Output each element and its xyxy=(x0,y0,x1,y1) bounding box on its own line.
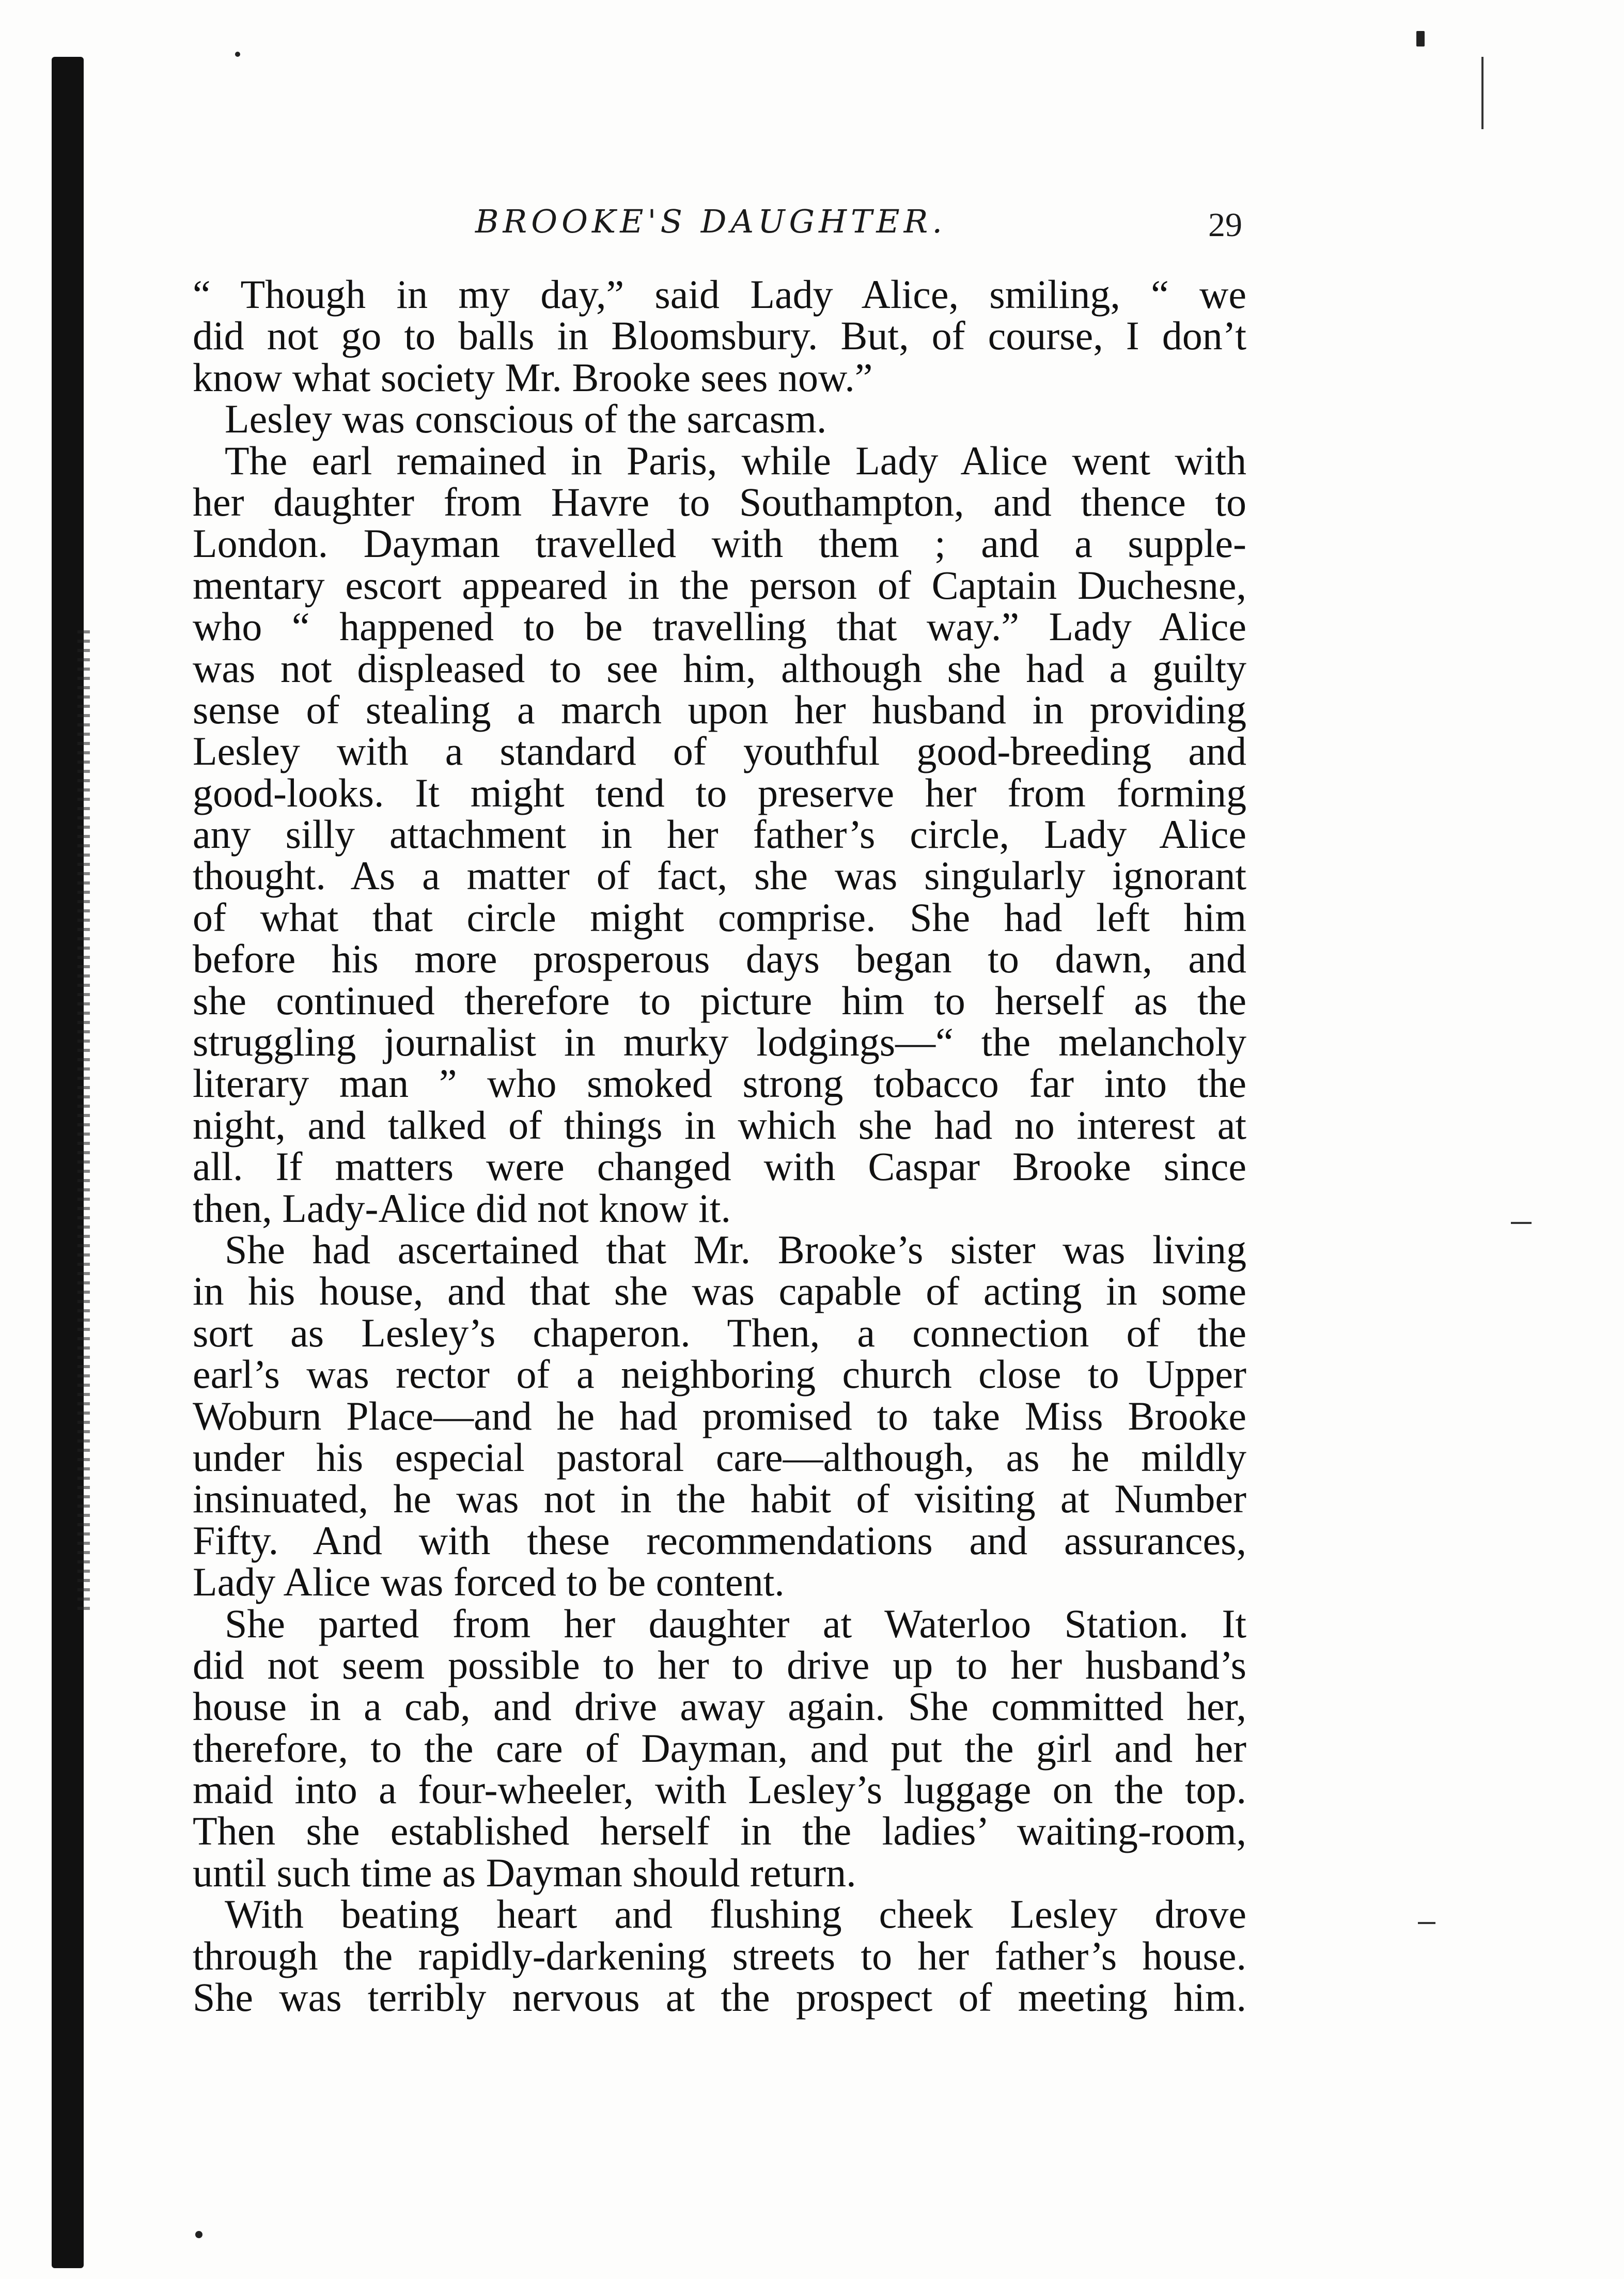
text-line: Lesley with a standard of youthful good-breeding and xyxy=(193,728,1246,774)
text-line: sort as Lesley’s chaperon. Then, a connection of the xyxy=(193,1310,1246,1355)
text-line: she continued therefore to picture him to herself as the xyxy=(193,978,1246,1023)
text-line: before his more prosperous days began to dawn, and xyxy=(193,936,1246,982)
text-line: any silly attachment in her father’s circle, Lady Alice xyxy=(193,812,1246,857)
text-line: until such time as Dayman should return. xyxy=(193,1850,856,1895)
text-line: under his especial pastoral care—although, as he mildly xyxy=(193,1434,1246,1480)
margin-mark xyxy=(1418,1922,1435,1924)
text-line: good-looks. It might tend to preserve her from forming xyxy=(193,770,1246,815)
margin-mark xyxy=(1481,57,1484,129)
text-line: of what that circle might comprise. She had left him xyxy=(193,894,1246,940)
text-line: insinuated, he was not in the habit of visiting at Number xyxy=(193,1476,1246,1522)
text-line: through the rapidly-darkening streets to her father’s house. xyxy=(193,1933,1246,1978)
text-line: thought. As a matter of fact, she was singularly ignorant xyxy=(193,853,1246,898)
text-line: struggling journalist in murky lodgings—“ the melancholy xyxy=(193,1019,1246,1065)
text-line: did not go to balls in Bloomsbury. But, of course, I don’t xyxy=(193,313,1246,359)
text-line: With beating heart and flushing cheek Lesley drove xyxy=(225,1892,1246,1937)
ink-speck xyxy=(195,2231,202,2238)
text-line: maid into a four-wheeler, with Lesley’s luggage on the top. xyxy=(193,1767,1246,1812)
text-line: did not seem possible to her to drive up to her husband’s xyxy=(193,1642,1246,1687)
text-line: “ Though in my day,” said Lady Alice, smiling, “ we xyxy=(193,272,1246,317)
text-line: She was terribly nervous at the prospect of meeting him. xyxy=(193,1975,1246,2020)
text-line: Woburn Place—and he had promised to take Miss Brooke xyxy=(193,1393,1246,1438)
text-line: London. Dayman travelled with them ; and a supple- xyxy=(193,521,1246,566)
page-number: 29 xyxy=(1208,206,1242,244)
text-line: know what society Mr. Brooke sees now.” xyxy=(193,354,873,400)
running-head xyxy=(194,191,1242,248)
text-line: was not displeased to see him, although she had a guilty xyxy=(193,645,1246,691)
text-line: Lady Alice was forced to be content. xyxy=(193,1559,785,1605)
text-line: She had ascertained that Mr. Brooke’s sister was living xyxy=(225,1227,1246,1272)
text-line: therefore, to the care of Dayman, and put the girl and her xyxy=(193,1725,1246,1771)
text-line: sense of stealing a march upon her husband in providing xyxy=(193,687,1246,732)
text-line: The earl remained in Paris, while Lady Alice went with xyxy=(225,438,1246,483)
text-line: in his house, and that she was capable of acting in some xyxy=(193,1268,1246,1314)
text-line: She parted from her daughter at Waterloo Station. It xyxy=(225,1601,1246,1646)
text-line: Lesley was conscious of the sarcasm. xyxy=(225,396,827,442)
binding-shadow xyxy=(77,630,90,1612)
text-line: her daughter from Havre to Southampton, and thence to xyxy=(193,479,1246,524)
body-text xyxy=(193,274,1246,2018)
ink-speck xyxy=(1416,31,1425,46)
text-line: night, and talked of things in which she had no interest at xyxy=(193,1102,1246,1148)
text-line: Fifty. And with these recommendations and assurances, xyxy=(193,1517,1246,1563)
text-line: literary man ” who smoked strong tobacco far into the xyxy=(193,1061,1246,1106)
running-title: BROOKE'S DAUGHTER. xyxy=(475,203,947,240)
text-line: Then she established herself in the ladies’ waiting-room, xyxy=(193,1808,1246,1854)
margin-mark xyxy=(1511,1222,1532,1224)
ink-speck xyxy=(235,52,240,57)
text-line: earl’s was rector of a neighboring church close to Upper xyxy=(193,1352,1246,1397)
text-line: then, Lady-Alice did not know it. xyxy=(193,1185,731,1231)
text-line: house in a cab, and drive away again. She committed her, xyxy=(193,1684,1246,1729)
text-line: mentary escort appeared in the person of Captain Duchesne, xyxy=(193,562,1246,608)
text-line: who “ happened to be travelling that way.” Lady Alice xyxy=(193,604,1246,649)
text-line: all. If matters were changed with Caspar Brooke since xyxy=(193,1144,1246,1189)
